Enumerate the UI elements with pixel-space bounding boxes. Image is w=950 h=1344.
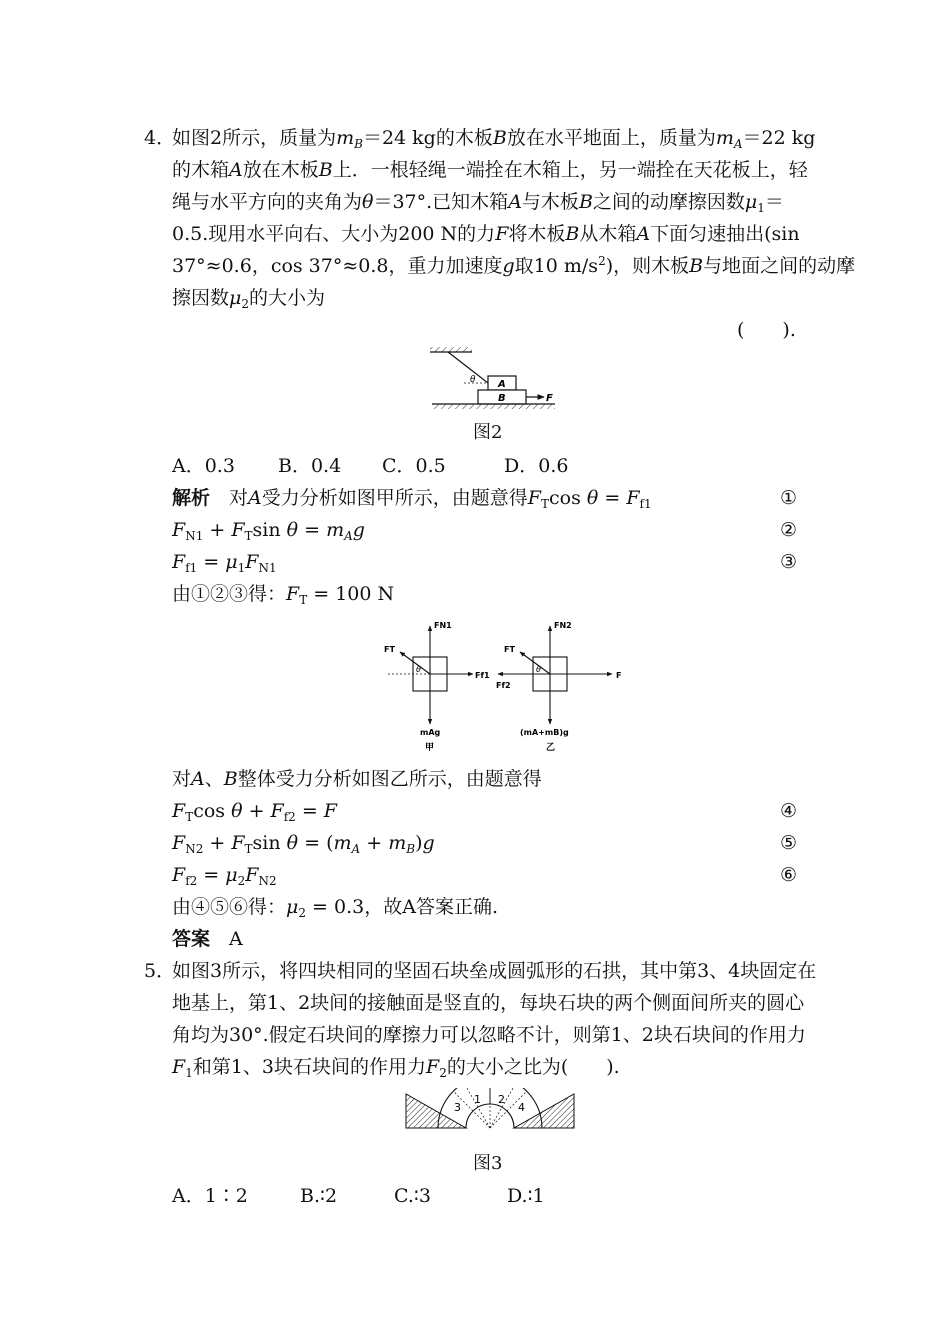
answer-value: A	[229, 928, 243, 950]
q4-line-4: 0.5.现用水平向右、大小为200 N的力F将木板B从木箱A下面匀速抽出(sin	[172, 223, 800, 245]
caption-jia: 甲	[425, 743, 435, 753]
equation-marker-4: ④	[780, 800, 798, 822]
figure-2-theta: θ	[470, 375, 476, 385]
figure-3-caption: 图3	[473, 1153, 503, 1174]
fbd-jia	[384, 621, 490, 753]
q5-line-3: 角均为30°.假定石块间的摩擦力可以忽略不计，则第1、2块石块间的作用力	[172, 1024, 806, 1046]
result-1: 由①②③得：$F_T = 100$ N	[172, 583, 395, 607]
label-total-weight: (mA+mB)g	[520, 728, 569, 737]
label-ft-jia: FT	[384, 645, 395, 654]
question-4-number: 4．	[144, 127, 176, 149]
q4-line-6: 擦因数$\mu_2$的大小为	[172, 287, 326, 311]
q4-answer-blank: ( ).	[737, 319, 796, 341]
rope	[448, 352, 488, 383]
q5-line-4: $F_1$和第1、3块石块间的作用力$F_2$的大小之比为( ).	[172, 1056, 620, 1080]
force-F-label: F	[546, 393, 553, 404]
label-ft-yi: FT	[504, 645, 515, 654]
label-fn2: FN2	[554, 621, 572, 630]
free-body-diagrams	[380, 612, 630, 762]
caption-yi: 乙	[546, 743, 556, 753]
q4-options	[172, 454, 568, 478]
q4-line-1: 如图2所示，质量为$m_B=24$ kg的木板B放在水平地面上，质量为$m_A=22$ kg	[172, 127, 816, 151]
q5-options	[172, 1184, 545, 1208]
ground-hatch	[432, 404, 555, 409]
q4-option-b[interactable]: B．0.4	[278, 455, 342, 477]
label-theta-jia: θ	[416, 665, 421, 674]
label-ff2: Ff2	[496, 681, 511, 690]
box-A-label: A	[498, 379, 506, 390]
q5-line-1: 如图3所示，将四块相同的坚固石块垒成圆弧形的石拱，其中第3、4块固定在	[172, 960, 817, 982]
q5-option-c[interactable]: C.∶3	[394, 1185, 431, 1207]
label-mag: mAg	[420, 728, 441, 737]
label-theta-yi: θ	[536, 665, 541, 674]
analysis-label: 解析	[172, 487, 211, 509]
answer-line	[172, 927, 243, 951]
result-2: 由④⑤⑥得：$\mu_2 = 0.3$，故A答案正确.	[172, 896, 498, 920]
q4-line-3: 绳与水平方向的夹角为θ＝37°.已知木箱A与木板B之间的动摩擦因数$\mu_1=$	[172, 191, 784, 215]
equation-5: $F_{N2} + F_T\sin$ $\theta = (m_A + m_B)g$	[172, 832, 435, 856]
figure-2-diagram	[420, 345, 570, 415]
equation-4: $F_T\cos$ $\theta + F_{f2} = F$	[172, 800, 337, 824]
equation-marker-1: ①	[780, 487, 798, 509]
block-label-3: 3	[454, 1101, 461, 1114]
q5-option-d[interactable]: D.∶1	[507, 1185, 545, 1207]
equation-2: $F_{N1} + F_T\sin$ $\theta = m_Ag$	[172, 519, 365, 543]
equation-3: $F_{f1} = \mu_1F_{N1}$	[172, 551, 277, 575]
block-label-2: 2	[498, 1093, 505, 1106]
figure-2-caption: 图2	[473, 422, 503, 443]
board-B-label: B	[498, 393, 506, 404]
figure-3-stone-arch	[402, 1088, 578, 1146]
equation-marker-6: ⑥	[780, 864, 798, 886]
label-ff1: Ff1	[475, 671, 490, 680]
analysis-2-intro: 对A、B整体受力分析如图乙所示，由题意得	[172, 768, 542, 790]
equation-marker-3: ③	[780, 551, 798, 573]
block-label-4: 4	[518, 1101, 525, 1114]
q4-analysis-intro: 解析 对A受力分析如图甲所示，由题意得$F_T\cos$ $\theta = F_{f1}$	[172, 487, 652, 511]
q4-line-2: 的木箱A放在木板B上．一根轻绳一端拴在木箱上，另一端拴在天花板上，轻	[172, 159, 808, 181]
q4-option-c[interactable]: C．0.5	[382, 455, 446, 477]
equation-marker-5: ⑤	[780, 832, 798, 854]
equation-6: $F_{f2} = \mu_2F_{N2}$	[172, 864, 277, 888]
block-label-1: 1	[474, 1093, 481, 1106]
answer-label: 答案	[172, 928, 211, 950]
ceiling-hatch	[430, 347, 472, 352]
q5-option-a[interactable]: A．1∶2	[172, 1185, 248, 1207]
equation-marker-2: ②	[780, 519, 798, 541]
q4-option-a[interactable]: A．0.3	[172, 455, 235, 477]
label-f: F	[616, 671, 622, 680]
q4-line-5: 37°≈0.6，cos 37°≈0.8，重力加速度g取10 $m/s^2$)，则木板B与地面之间的动摩	[172, 254, 856, 277]
q5-option-b[interactable]: B.∶2	[300, 1185, 338, 1207]
q5-line-2: 地基上，第1、2块间的接触面是竖直的，每块石块的两个侧面间所夹的圆心	[172, 992, 805, 1014]
question-5-number: 5．	[144, 960, 176, 982]
fbd-yi	[496, 621, 621, 753]
label-fn1: FN1	[434, 621, 452, 630]
q4-option-d[interactable]: D．0.6	[504, 455, 569, 477]
